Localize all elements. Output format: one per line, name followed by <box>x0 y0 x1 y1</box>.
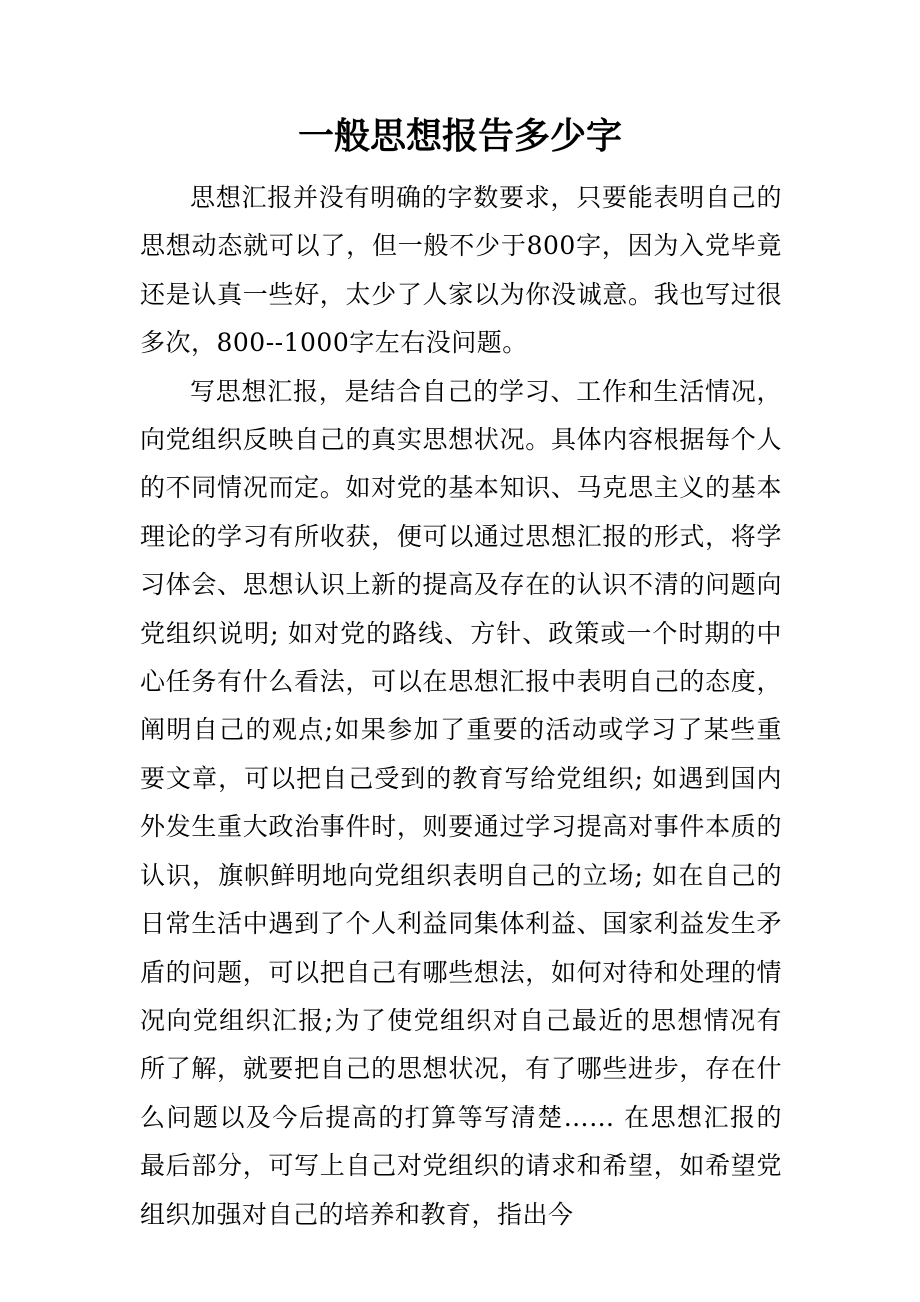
paragraph-1: 思想汇报并没有明确的字数要求，只要能表明自己的思想动态就可以了，但一般不少于800字，因为入党毕竟还是认真一些好，太少了人家以为你没诚意。我也写过很多次，800--1000字左右没问题。 <box>140 183 782 358</box>
paragraph-2: 写思想汇报，是结合自己的学习、工作和生活情况，向党组织反映自己的真实思想状况。具体内容根据每个人的不同情况而定。如对党的基本知识、马克思主义的基本理论的学习有所收获，便可以通过思想汇报的形式，将学习体会、思想认识上新的提高及存在的认识不清的问题向党组织说明; 如对党的路线、方针、政策或一个时期的中心任务有什么看法，可以在思想汇报中表明自己的态度，阐明自己的观点;如果参加了重要的活动或学习了某些重要文章，可以把自己受到的教育写给党组织; 如遇到国内外发生重大政治事件时，则要通过学习提高对事件本质的认识，旗帜鲜明地向党组织表明自己的立场; 如在自己的日常生活中遇到了个人利益同集体利益、国家利益发生矛盾的问题，可以把自己有哪些想法，如何对待和处理的情况向党组织汇报;为了使党组织对自己最近的思想情况有所了解，就要把自己的思想状况，有了哪些进步，存在什么问题以及今后提高的打算等写清楚…… 在思想汇报的最后部分，可写上自己对党组织的请求和希望，如希望党组织加强对自己的培养和教育，指出今 <box>140 376 782 1229</box>
document-body <box>140 174 782 1239</box>
document-title: 一般思想报告多少字 <box>297 115 622 157</box>
